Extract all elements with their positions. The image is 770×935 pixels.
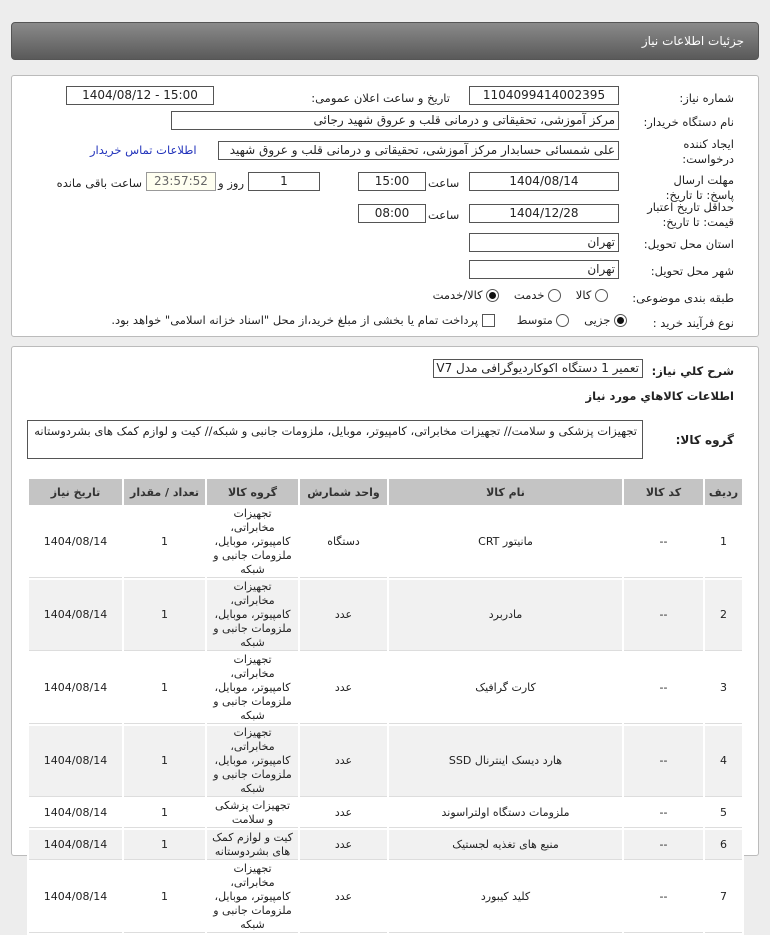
item-group: تجهیزات مخابراتی، کامپیوتر، موبایل، ملزومات جانبی و شبکه — [207, 507, 298, 578]
need-number-label: شماره نیاز: — [679, 91, 734, 105]
buyer-field: مرکز آموزشی، تحقیقاتی و درمانی قلب و عروق شهید رجائی — [171, 111, 619, 130]
need-date: 1404/08/14 — [29, 507, 122, 578]
item-code: -- — [624, 726, 703, 797]
buyer-label: نام دستگاه خریدار: — [643, 115, 734, 129]
col-name: نام کالا — [389, 479, 622, 505]
remaining-label: ساعت باقی مانده — [56, 176, 142, 190]
goods-table — [27, 477, 744, 935]
item-code: -- — [624, 580, 703, 651]
validity-label: حداقل تاریخ اعتبار قیمت: تا تاریخ: — [647, 200, 734, 229]
row-number: 5 — [705, 799, 742, 828]
item-name: هارد دیسک اینترنال SSD — [389, 726, 622, 797]
page-title: جزئیات اطلاعات نیاز — [641, 34, 744, 48]
quantity: 1 — [124, 830, 205, 860]
row-number: 6 — [705, 830, 742, 860]
col-code: کد کالا — [624, 479, 703, 505]
col-date: تاریخ نیاز — [29, 479, 122, 505]
buyer-contact-link[interactable]: اطلاعات تماس خریدار — [90, 143, 197, 157]
category-label: طبقه بندی موضوعی: — [632, 291, 734, 305]
unit: عدد — [300, 830, 387, 860]
table-row — [29, 862, 742, 933]
description-field: تعمیر 1 دستگاه اکوکاردیوگرافی مدل V7 — [433, 359, 643, 378]
row-number: 1 — [705, 507, 742, 578]
item-group: تجهیزات مخابراتی، کامپیوتر، موبایل، ملزومات جانبی و شبکه — [207, 862, 298, 933]
city-field: تهران — [469, 260, 619, 279]
quantity: 1 — [124, 653, 205, 724]
validity-time-label: ساعت — [428, 208, 460, 222]
item-group: کیت و لوازم کمک های بشردوستانه — [207, 830, 298, 860]
table-row — [29, 830, 742, 860]
goods-group-field: تجهیزات پزشکی و سلامت// تجهیزات مخابراتی، کامپیوتر، موبایل، ملزومات جانبی و شبکه// کیت و لوازم کمک های بشردوستانه — [27, 420, 643, 459]
remaining-time-field: 23:57:52 — [146, 172, 216, 191]
item-name: منبع های تغذیه لجستیک — [389, 830, 622, 860]
city-label: شهر محل تحویل: — [650, 264, 734, 278]
table-row — [29, 507, 742, 578]
category-radio-group — [433, 288, 608, 303]
row-number: 4 — [705, 726, 742, 797]
row-number: 3 — [705, 653, 742, 724]
table-row — [29, 726, 742, 797]
item-name: کارت گرافیک — [389, 653, 622, 724]
unit: عدد — [300, 799, 387, 828]
need-date: 1404/08/14 — [29, 653, 122, 724]
announce-label: تاریخ و ساعت اعلان عمومی: — [311, 91, 450, 105]
row-number: 7 — [705, 862, 742, 933]
item-group: تجهیزات مخابراتی، کامپیوتر، موبایل، ملزومات جانبی و شبکه — [207, 653, 298, 724]
treasury-payment-checkbox[interactable] — [482, 314, 495, 327]
announce-field: 1404/08/12 - 15:00 — [66, 86, 214, 105]
quantity: 1 — [124, 862, 205, 933]
validity-date-field: 1404/12/28 — [469, 204, 619, 223]
item-code: -- — [624, 799, 703, 828]
table-header-row — [29, 479, 742, 505]
item-code: -- — [624, 830, 703, 860]
item-name: ملزومات دستگاه اولتراسوند — [389, 799, 622, 828]
goods-group-label: گروه کالا: — [675, 433, 734, 447]
province-label: استان محل تحویل: — [643, 237, 734, 251]
quantity: 1 — [124, 507, 205, 578]
page-header — [11, 22, 759, 60]
item-code: -- — [624, 862, 703, 933]
table-row — [29, 580, 742, 651]
quantity: 1 — [124, 580, 205, 651]
category-goods-service-radio[interactable]: کالا/خدمت — [433, 288, 500, 302]
deadline-label: مهلت ارسال پاسخ: تا تاریخ: — [665, 173, 734, 202]
item-code: -- — [624, 653, 703, 724]
deadline-time-field: 15:00 — [358, 172, 426, 191]
item-name: کلید کیبورد — [389, 862, 622, 933]
process-label: نوع فرآیند خرید : — [652, 316, 734, 330]
creator-field: علی شمسائی حسابدار مرکز آموزشی، تحقیقاتی و درمانی قلب و عروق شهید — [218, 141, 619, 160]
table-row — [29, 653, 742, 724]
item-code: -- — [624, 507, 703, 578]
deadline-time-label: ساعت — [428, 176, 460, 190]
need-date: 1404/08/14 — [29, 580, 122, 651]
need-number-field: 1104099414002395 — [469, 86, 619, 105]
quantity: 1 — [124, 799, 205, 828]
table-row — [29, 799, 742, 828]
unit: دستگاه — [300, 507, 387, 578]
item-group: تجهیزات مخابراتی، کامپیوتر، موبایل، ملزومات جانبی و شبکه — [207, 580, 298, 651]
col-unit: واحد شمارش — [300, 479, 387, 505]
validity-time-field: 08:00 — [358, 204, 426, 223]
quantity: 1 — [124, 726, 205, 797]
unit: عدد — [300, 580, 387, 651]
province-field: تهران — [469, 233, 619, 252]
unit: عدد — [300, 862, 387, 933]
days-label: روز و — [218, 176, 244, 190]
process-minor-radio[interactable]: جزیی — [584, 313, 627, 327]
category-service-radio[interactable]: خدمت — [514, 288, 561, 302]
col-group: گروه کالا — [207, 479, 298, 505]
process-radio-group — [111, 313, 627, 328]
goods-info-title: اطلاعات کالاهاي مورد نياز — [585, 389, 734, 403]
item-name: مانیتور CRT — [389, 507, 622, 578]
item-name: مادربرد — [389, 580, 622, 651]
process-medium-radio[interactable]: متوسط — [517, 313, 570, 327]
deadline-date-field: 1404/08/14 — [469, 172, 619, 191]
payment-note: پرداخت تمام یا بخشی از مبلغ خرید،از محل "اسناد خزانه اسلامی" خواهد بود. — [111, 313, 479, 327]
need-date: 1404/08/14 — [29, 726, 122, 797]
col-row: ردیف — [705, 479, 742, 505]
description-label: شرح کلي نياز: — [651, 364, 734, 378]
category-goods-radio[interactable]: کالا — [576, 288, 608, 302]
need-date: 1404/08/14 — [29, 862, 122, 933]
unit: عدد — [300, 653, 387, 724]
days-field: 1 — [248, 172, 320, 191]
row-number: 2 — [705, 580, 742, 651]
unit: عدد — [300, 726, 387, 797]
col-qty: تعداد / مقدار — [124, 479, 205, 505]
creator-label: ایجاد کننده درخواست: — [682, 137, 734, 166]
item-group: تجهیزات مخابراتی، کامپیوتر، موبایل، ملزومات جانبی و شبکه — [207, 726, 298, 797]
need-date: 1404/08/14 — [29, 830, 122, 860]
item-group: تجهیزات پزشکی و سلامت — [207, 799, 298, 828]
need-date: 1404/08/14 — [29, 799, 122, 828]
